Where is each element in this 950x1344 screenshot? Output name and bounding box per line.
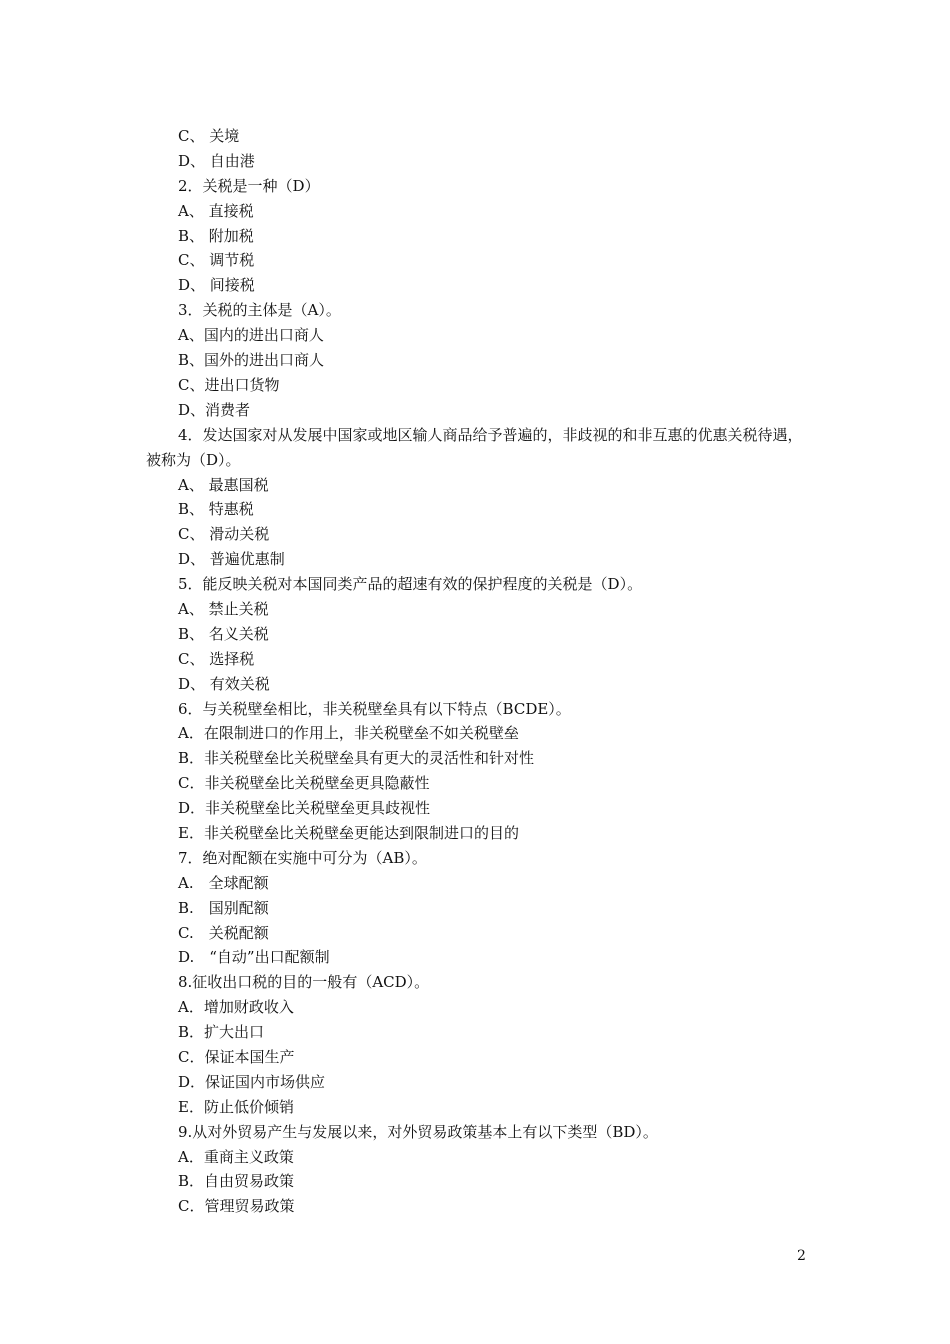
list-item: D、 普遍优惠制 (178, 550, 285, 569)
question-3: 3．关税的主体是（A）。 (178, 301, 341, 320)
list-item: C、 滑动关税 (178, 525, 270, 544)
list-item: C、 选择税 (178, 649, 255, 668)
list-item: C、 关境 (178, 127, 240, 145)
list-item: D、 间接税 (178, 276, 255, 295)
list-item: B、 附加税 (178, 226, 254, 245)
list-item: D．非关税壁垒比关税壁垒更具歧视性 (178, 799, 431, 818)
list-item: A．在限制进口的作用上，非关税壁垒不如关税壁垒 (178, 724, 519, 743)
list-item: D、 自由港 (178, 151, 255, 170)
question-4: 4．发达国家对从发展中国家或地区输人商品给予普遍的，非歧视的和非互惠的优惠关税待遇，被称为（D）。 (146, 425, 803, 469)
question-5: 5．能反映关税对本国同类产品的超速有效的保护程度的关税是（D）。 (178, 575, 643, 594)
list-item: C．管理贸易政策 (178, 1197, 295, 1216)
question-2: 2．关税是一种（D） (178, 176, 320, 195)
list-item: B. 国别配额 (178, 898, 269, 917)
list-item: D、 有效关税 (178, 674, 270, 693)
list-item: E．防止低价倾销 (178, 1097, 294, 1116)
list-item: C、进出口货物 (178, 375, 280, 394)
list-item: E．非关税壁垒比关税壁垒更能达到限制进口的目的 (178, 823, 519, 842)
list-item: A、国内的进出口商人 (178, 326, 324, 345)
list-item: C. 关税配额 (178, 923, 269, 942)
list-item: B、 特惠税 (178, 500, 254, 519)
list-item: A．重商主义政策 (178, 1147, 294, 1166)
list-item: C．非关税壁垒比关税壁垒更具隐蔽性 (178, 774, 430, 793)
list-item: D．保证国内市场供应 (178, 1072, 326, 1091)
list-item: B、 名义关税 (178, 624, 269, 643)
question-9: 9.从对外贸易产生与发展以来，对外贸易政策基本上有以下类型（BD）。 (178, 1122, 658, 1141)
list-item: B．自由贸易政策 (178, 1172, 295, 1191)
list-item: A、 最惠国税 (178, 475, 269, 494)
list-item: A．增加财政收入 (178, 998, 294, 1017)
list-item: A. 全球配额 (178, 873, 269, 892)
list-item: B、国外的进出口商人 (178, 351, 325, 370)
page-number: 2 (797, 1248, 806, 1264)
question-list (146, 124, 816, 1219)
list-item: A、 禁止关税 (178, 599, 269, 618)
question-8: 8.征收出口税的目的一般有（ACD）。 (178, 973, 430, 992)
list-item: B．非关税壁垒比关税壁垒具有更大的灵活性和针对性 (178, 749, 535, 768)
list-item: D、消费者 (178, 400, 251, 419)
list-item: A、 直接税 (178, 201, 254, 220)
question-6: 6．与关税壁垒相比，非关税壁垒具有以下特点（BCDE）。 (178, 699, 571, 718)
list-item: C．保证本国生产 (178, 1047, 295, 1066)
question-7: 7．绝对配额在实施中可分为（AB）。 (178, 848, 427, 867)
list-item: D. “自动”出口配额制 (178, 948, 330, 967)
list-item: C、 调节税 (178, 251, 255, 270)
list-item: B．扩大出口 (178, 1023, 265, 1042)
